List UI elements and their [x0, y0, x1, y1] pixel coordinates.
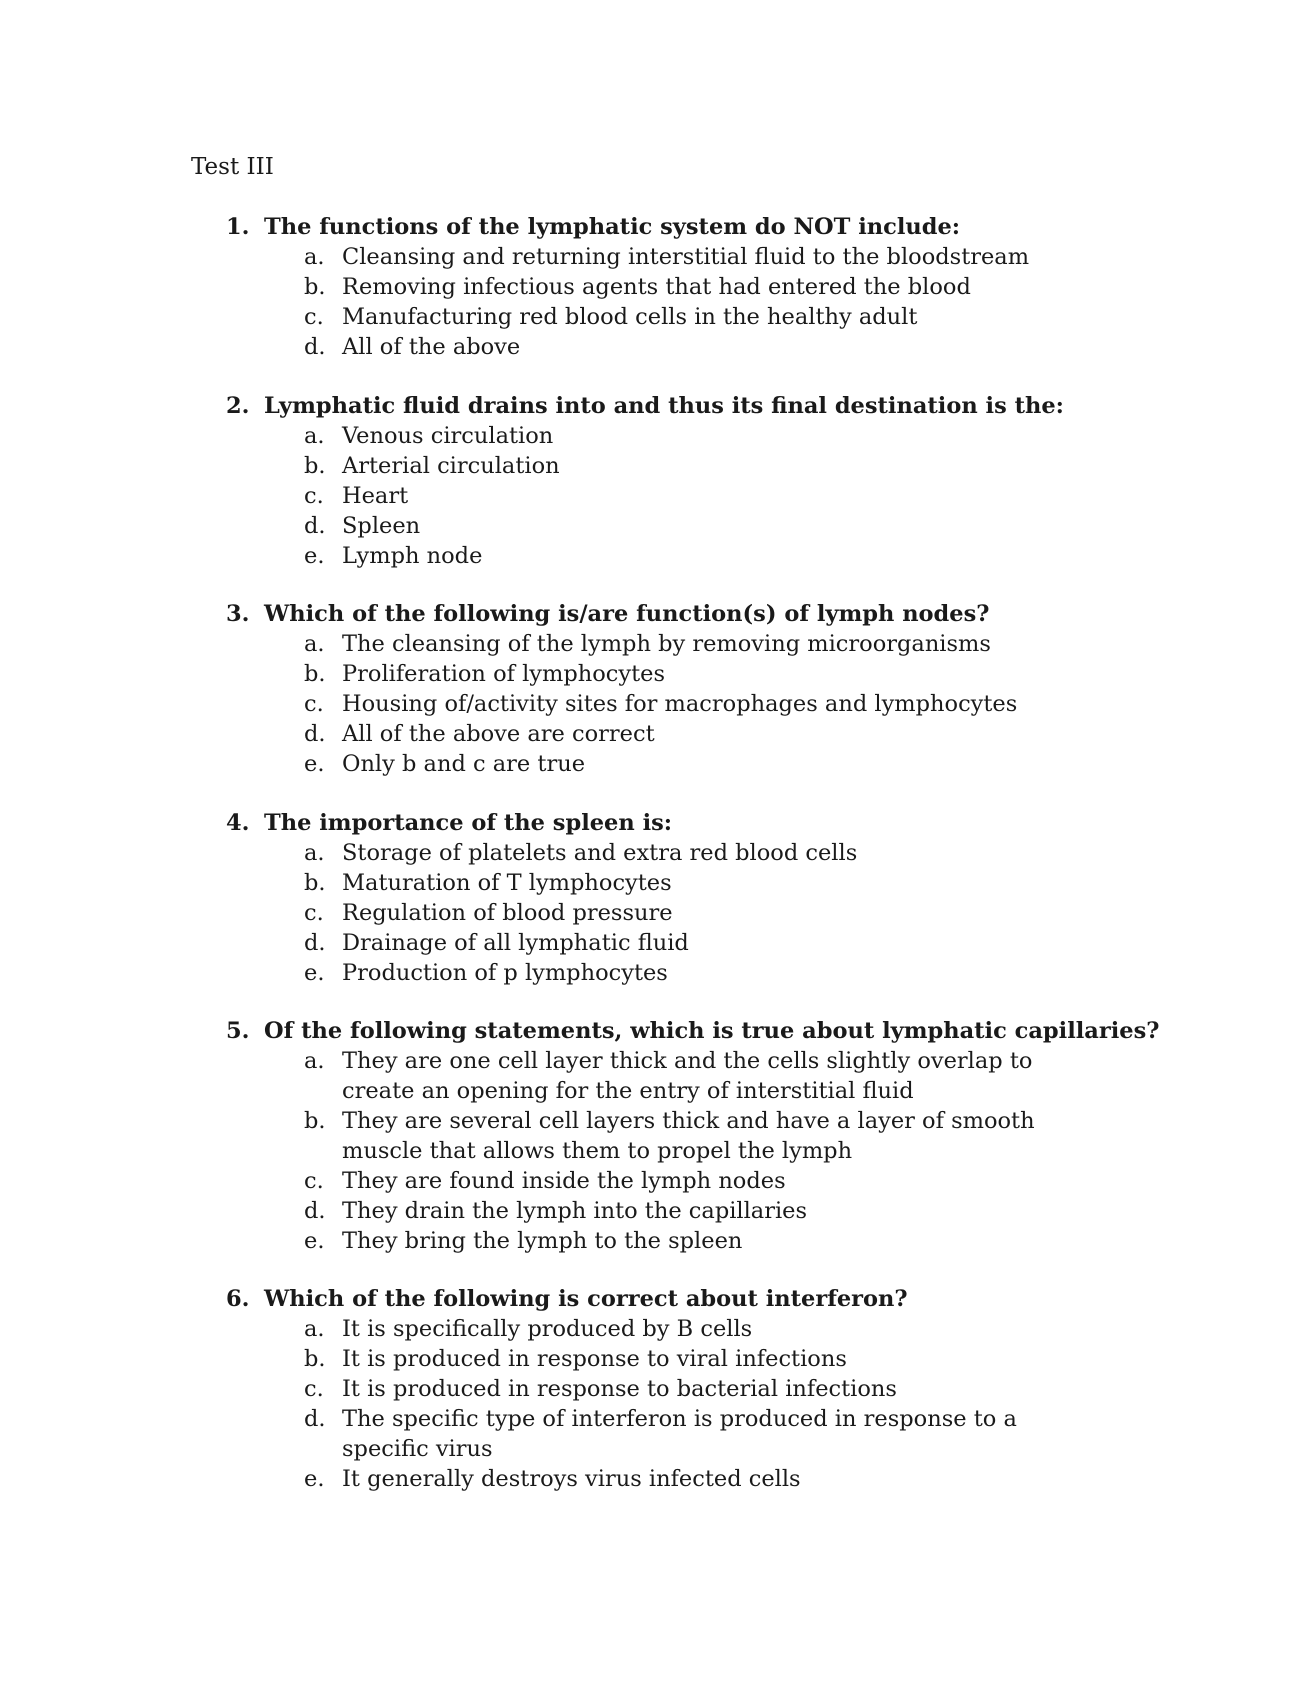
question-text: Which of the following is correct about interferon? — [264, 1286, 908, 1312]
option-text: It generally destroys virus infected cells — [342, 1466, 801, 1492]
option-item — [226, 629, 1126, 659]
option-text: Manufacturing red blood cells in the healthy adult — [342, 304, 918, 330]
option-item — [226, 838, 1126, 868]
option-item — [226, 481, 1126, 511]
option-text: It is produced in response to viral infections — [342, 1346, 847, 1372]
option-letter: a. — [304, 1048, 325, 1074]
option-item — [226, 451, 1126, 481]
question-6 — [226, 1284, 1126, 1494]
option-text: Housing of/activity sites for macrophages and lymphocytes — [342, 691, 1018, 717]
option-item — [226, 1196, 1126, 1226]
option-item — [226, 898, 1126, 928]
option-text: Venous circulation — [342, 423, 554, 449]
option-item — [226, 1344, 1126, 1374]
option-text: Drainage of all lymphatic fluid — [342, 930, 689, 956]
question-text: Which of the following is/are function(s) of lymph nodes? — [264, 601, 990, 627]
option-text: They are found inside the lymph nodes — [342, 1168, 786, 1194]
option-item — [226, 541, 1126, 571]
option-text: Arterial circulation — [342, 453, 560, 479]
question-text: Lymphatic fluid drains into and thus its final destination is the: — [264, 393, 1064, 419]
option-letter: d. — [304, 930, 326, 956]
question-2 — [226, 391, 1126, 571]
option-item — [226, 421, 1126, 451]
option-item — [226, 1106, 1126, 1166]
option-item — [226, 1314, 1126, 1344]
question-number: 3. — [226, 601, 250, 627]
option-text: They drain the lymph into the capillaries — [342, 1198, 808, 1224]
option-list — [226, 838, 1126, 988]
option-list — [226, 1314, 1126, 1494]
question-text: Of the following statements, which is true about lymphatic capillaries? — [264, 1018, 1160, 1044]
question-text: The importance of the spleen is: — [264, 810, 673, 836]
option-text: They are several cell layers thick and have a layer of smooth muscle that allows them to propel the lymph — [342, 1108, 1035, 1164]
option-list — [226, 242, 1126, 362]
option-letter: b. — [304, 453, 326, 479]
option-letter: c. — [304, 691, 324, 717]
option-letter: a. — [304, 1316, 325, 1342]
option-letter: e. — [304, 1466, 325, 1492]
option-letter: e. — [304, 1228, 325, 1254]
option-item — [226, 242, 1126, 272]
option-letter: c. — [304, 1376, 324, 1402]
question-number: 4. — [226, 810, 250, 836]
option-item — [226, 1464, 1126, 1494]
option-item — [226, 511, 1126, 541]
option-item — [226, 689, 1126, 719]
option-item — [226, 719, 1126, 749]
option-list — [226, 421, 1126, 571]
option-text: Removing infectious agents that had entered the blood — [342, 274, 971, 300]
option-text: Proliferation of lymphocytes — [342, 661, 665, 687]
option-item — [226, 659, 1126, 689]
option-text: All of the above are correct — [342, 721, 655, 747]
option-item — [226, 1166, 1126, 1196]
option-letter: a. — [304, 631, 325, 657]
option-letter: a. — [304, 423, 325, 449]
option-letter: e. — [304, 751, 325, 777]
option-letter: b. — [304, 661, 326, 687]
option-text: They are one cell layer thick and the cells slightly overlap to create an opening for the entry of interstitial fluid — [342, 1048, 1033, 1104]
question-number: 5. — [226, 1018, 250, 1044]
option-text: The specific type of interferon is produced in response to a specific virus — [342, 1406, 1017, 1462]
option-letter: b. — [304, 1346, 326, 1372]
option-letter: d. — [304, 1198, 326, 1224]
question-5 — [226, 1016, 1160, 1256]
question-3 — [226, 599, 1126, 779]
option-text: Regulation of blood pressure — [342, 900, 673, 926]
option-text: Cleansing and returning interstitial fluid to the bloodstream — [342, 244, 1030, 270]
option-text: All of the above — [342, 334, 521, 360]
option-text: Storage of platelets and extra red blood cells — [342, 840, 858, 866]
option-list — [226, 1046, 1126, 1256]
question-number: 6. — [226, 1286, 250, 1312]
option-letter: e. — [304, 543, 325, 569]
option-text: It is produced in response to bacterial infections — [342, 1376, 897, 1402]
option-letter: d. — [304, 334, 326, 360]
option-letter: c. — [304, 1168, 324, 1194]
option-letter: a. — [304, 840, 325, 866]
option-letter: d. — [304, 721, 326, 747]
option-letter: e. — [304, 960, 325, 986]
option-item — [226, 332, 1126, 362]
question-number: 1. — [226, 214, 250, 240]
option-letter: c. — [304, 304, 324, 330]
option-item — [226, 1046, 1126, 1106]
option-item — [226, 272, 1126, 302]
option-text: Spleen — [342, 513, 421, 539]
option-text: Heart — [342, 483, 409, 509]
question-number: 2. — [226, 393, 250, 419]
option-list — [226, 629, 1126, 779]
option-item — [226, 1404, 1126, 1464]
option-letter: d. — [304, 1406, 326, 1432]
option-text: It is specifically produced by B cells — [342, 1316, 753, 1342]
option-letter: d. — [304, 513, 326, 539]
option-text: Lymph node — [342, 543, 483, 569]
question-4 — [226, 808, 1126, 988]
option-item — [226, 868, 1126, 898]
option-item — [226, 749, 1126, 779]
option-text: Production of p lymphocytes — [342, 960, 668, 986]
option-text: They bring the lymph to the spleen — [342, 1228, 743, 1254]
option-text: The cleansing of the lymph by removing microorganisms — [342, 631, 991, 657]
question-1 — [226, 212, 1126, 362]
option-letter: b. — [304, 1108, 326, 1134]
document-title: Test III — [191, 154, 274, 180]
option-text: Only b and c are true — [342, 751, 586, 777]
option-item — [226, 1374, 1126, 1404]
option-item — [226, 958, 1126, 988]
option-letter: c. — [304, 483, 324, 509]
option-item — [226, 1226, 1126, 1256]
question-text: The functions of the lymphatic system do NOT include: — [264, 214, 961, 240]
option-letter: a. — [304, 244, 325, 270]
option-text: Maturation of T lymphocytes — [342, 870, 672, 896]
option-item — [226, 928, 1126, 958]
option-item — [226, 302, 1126, 332]
option-letter: c. — [304, 900, 324, 926]
option-letter: b. — [304, 870, 326, 896]
option-letter: b. — [304, 274, 326, 300]
